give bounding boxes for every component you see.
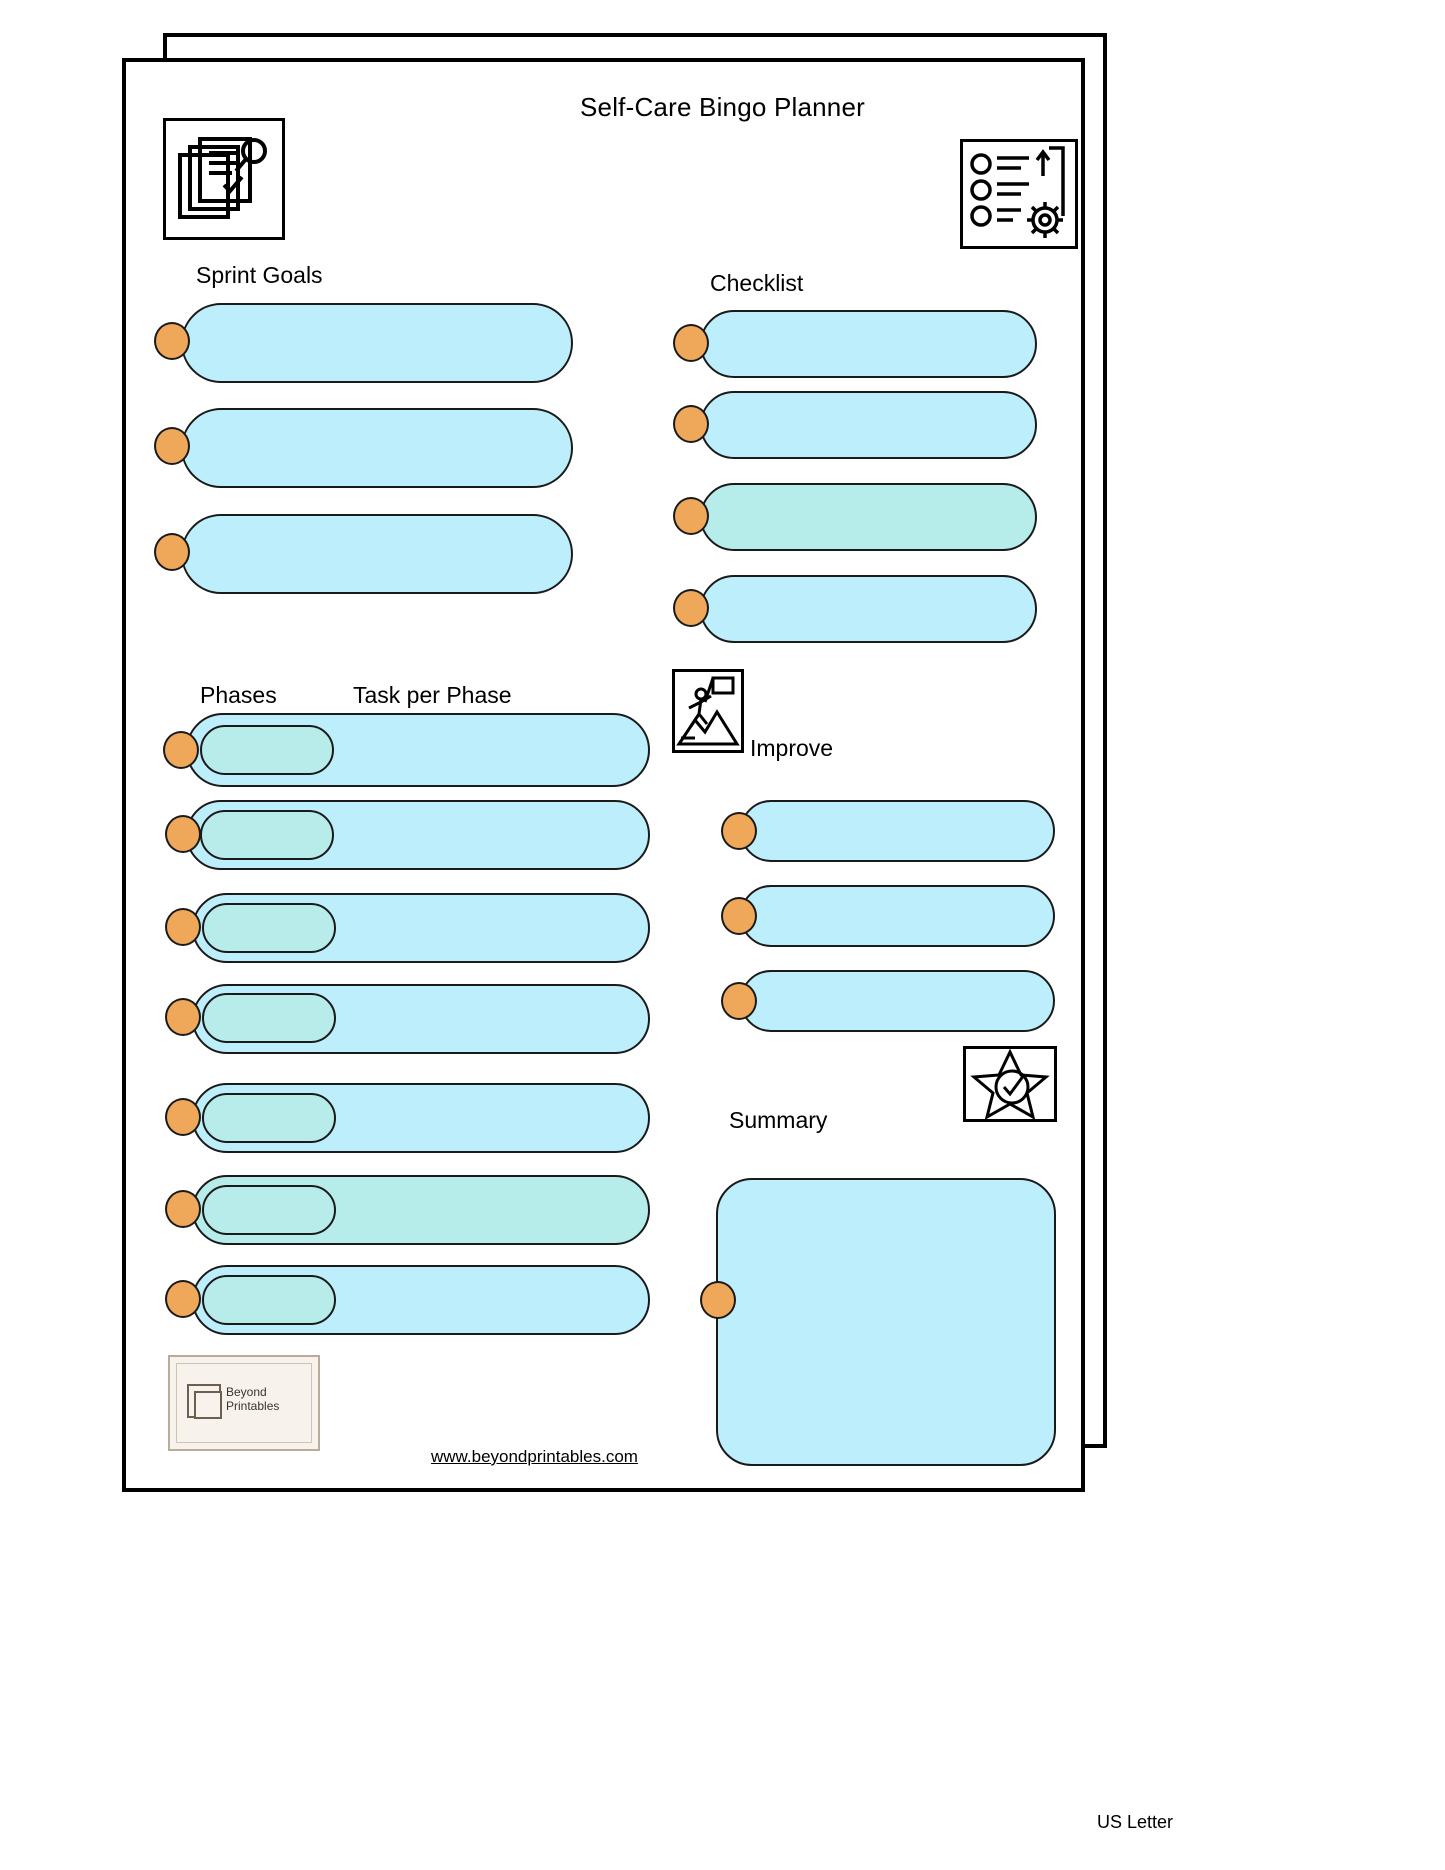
section-label-summary: Summary	[729, 1107, 828, 1133]
phases-row-6-phase[interactable]	[202, 1185, 336, 1235]
phases-row-1-phase[interactable]	[200, 725, 334, 775]
sprint-goals-dot-1[interactable]	[154, 322, 190, 360]
improve-dot-1[interactable]	[721, 812, 757, 850]
star-check-icon	[963, 1046, 1057, 1122]
phases-dot-6[interactable]	[165, 1190, 201, 1228]
phases-dot-1[interactable]	[163, 731, 199, 769]
checklist-row-1[interactable]	[700, 310, 1037, 378]
phases-dot-4[interactable]	[165, 998, 201, 1036]
phases-dot-7[interactable]	[165, 1280, 201, 1318]
phases-row-4-phase[interactable]	[202, 993, 336, 1043]
sprint-goals-dot-3[interactable]	[154, 533, 190, 571]
sprint-goals-dot-2[interactable]	[154, 427, 190, 465]
checklist-row-3[interactable]	[700, 483, 1037, 551]
brand-logo-icon	[187, 1384, 221, 1418]
checklist-dot-3[interactable]	[673, 497, 709, 535]
section-label-sprint-goals: Sprint Goals	[196, 262, 323, 288]
phases-row-3-phase[interactable]	[202, 903, 336, 953]
brand-name	[226, 1385, 279, 1413]
checklist-dot-2[interactable]	[673, 405, 709, 443]
phases-row-7-phase[interactable]	[202, 1275, 336, 1325]
improve-row-1[interactable]	[740, 800, 1055, 862]
improve-row-3[interactable]	[740, 970, 1055, 1032]
improve-dot-3[interactable]	[721, 982, 757, 1020]
paper-size-label: US Letter	[1097, 1812, 1174, 1832]
checklist-dot-4[interactable]	[673, 589, 709, 627]
improve-row-2[interactable]	[740, 885, 1055, 947]
brand-name-line2: Printables	[226, 1399, 280, 1413]
sprint-goals-row-2[interactable]	[181, 408, 573, 488]
section-label-improve: Improve	[750, 735, 834, 761]
phases-dot-2[interactable]	[165, 815, 201, 853]
sprint-goals-row-1[interactable]	[181, 303, 573, 383]
brand-card	[168, 1355, 320, 1451]
summary-box[interactable]	[716, 1178, 1056, 1466]
checklist-row-2[interactable]	[700, 391, 1037, 459]
section-label-checklist: Checklist	[710, 270, 804, 296]
phases-dot-5[interactable]	[165, 1098, 201, 1136]
section-label-phases: Phases	[200, 682, 277, 708]
climber-flag-mountain-icon	[672, 669, 744, 753]
brand-name-line1: Beyond	[226, 1385, 267, 1399]
checklist-document-pin-icon	[163, 118, 285, 240]
site-url[interactable]: www.beyondprintables.com	[431, 1447, 638, 1466]
phases-row-2-phase[interactable]	[200, 810, 334, 860]
improve-dot-2[interactable]	[721, 897, 757, 935]
section-label-task-per-phase: Task per Phase	[353, 682, 512, 708]
numbered-list-gear-icon	[960, 139, 1078, 249]
phases-dot-3[interactable]	[165, 908, 201, 946]
summary-dot[interactable]	[700, 1281, 736, 1319]
sprint-goals-row-3[interactable]	[181, 514, 573, 594]
checklist-dot-1[interactable]	[673, 324, 709, 362]
checklist-row-4[interactable]	[700, 575, 1037, 643]
phases-row-5-phase[interactable]	[202, 1093, 336, 1143]
page-title: Self-Care Bingo Planner	[580, 92, 865, 122]
